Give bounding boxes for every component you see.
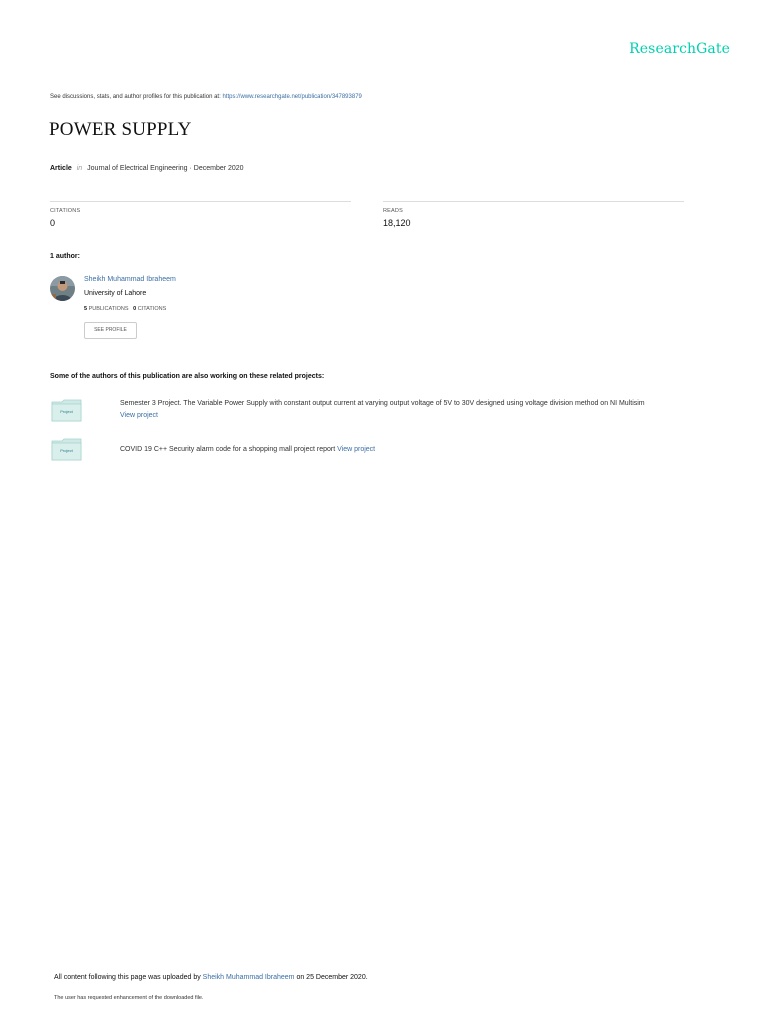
uploaded-prefix: All content following this page was uploaded by (54, 974, 201, 981)
reads-label: READS (383, 208, 403, 214)
citations-label: CITATIONS (50, 208, 81, 214)
related-project-1 (120, 398, 740, 422)
see-profile-button[interactable]: SEE PROFILE (84, 322, 137, 339)
view-project-2-link[interactable]: View project (337, 446, 376, 453)
folder-label: Project (60, 448, 73, 453)
author-citations-count: 0 (133, 306, 137, 312)
reads-stat (383, 201, 684, 228)
author-name-link[interactable]: Sheikh Muhammad Ibraheem (84, 276, 176, 283)
publication-url-link[interactable]: https://www.researchgate.net/publication/347893879 (222, 94, 362, 100)
author-avatar[interactable] (50, 276, 75, 301)
author-stats (84, 306, 166, 312)
researchgate-logo[interactable]: ResearchGate (629, 41, 730, 57)
related-project-2-text: COVID 19 C++ Security alarm code for a shopping mall project report (120, 446, 336, 453)
uploaded-suffix: on 25 December 2020. (296, 974, 368, 981)
see-discussions-text: See discussions, stats, and author profiles for this publication at: (50, 94, 221, 100)
publication-type: Article (50, 165, 72, 172)
author-photo-avatar-icon (50, 276, 75, 301)
enhancement-note: The user has requested enhancement of the downloaded file. (54, 995, 204, 1001)
publication-in-word: in (76, 165, 83, 172)
project-folder-icon[interactable] (51, 399, 82, 422)
related-project-2 (120, 444, 740, 456)
related-project-1-text: Semester 3 Project. The Variable Power Supply with constant output current at varying output voltage of 5V to 30V designed using voltage division method on NI Multisim (120, 400, 645, 407)
see-discussions-line (50, 94, 362, 100)
citations-value: 0 (50, 218, 56, 228)
view-project-1-link[interactable]: View project (120, 412, 159, 419)
authors-heading: 1 author: (50, 253, 80, 260)
related-projects-heading: Some of the authors of this publication are also working on these related projects: (50, 373, 325, 380)
folder-label: Project (60, 409, 73, 414)
author-citations-label: CITATIONS (137, 306, 167, 312)
citations-stat (50, 201, 351, 228)
author-publications-count: 5 (84, 306, 88, 312)
page-title: POWER SUPPLY (49, 119, 192, 140)
uploader-link[interactable]: Sheikh Muhammad Ibraheem (202, 974, 295, 981)
project-folder-icon[interactable] (51, 438, 82, 461)
author-institution: University of Lahore (84, 290, 147, 297)
author-publications-label: PUBLICATIONS (88, 306, 129, 312)
reads-value: 18,120 (383, 218, 411, 228)
publication-venue: Journal of Electrical Engineering · December 2020 (87, 165, 244, 172)
publication-meta (50, 165, 244, 172)
uploaded-by-line (54, 974, 368, 981)
